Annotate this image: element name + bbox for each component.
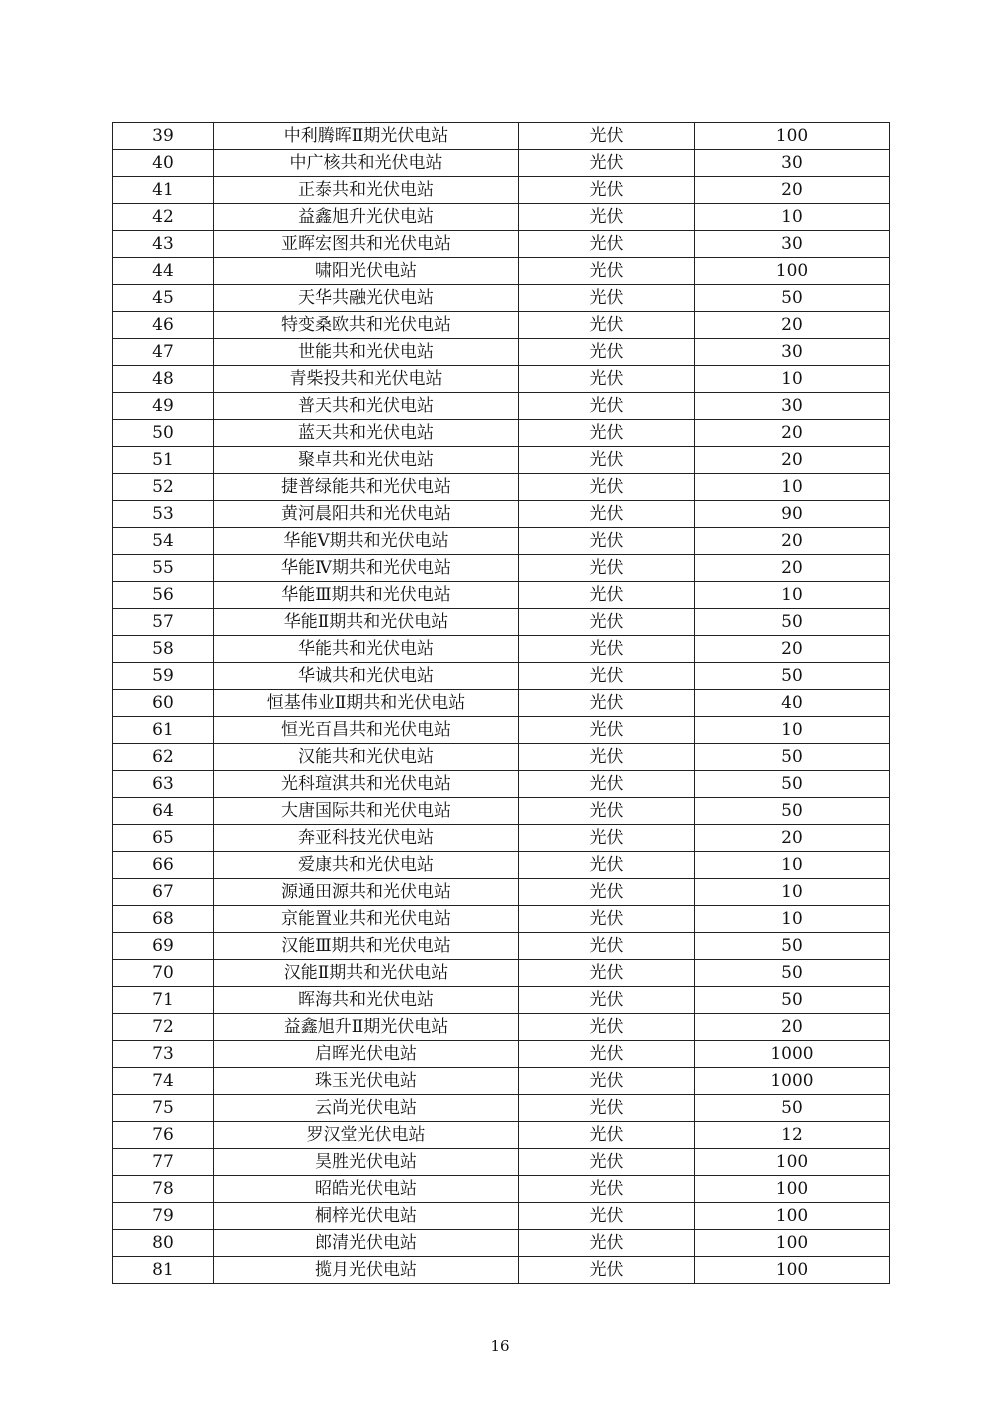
- capacity-cell: 20: [695, 312, 890, 339]
- table-row: [113, 366, 890, 393]
- table-row: [113, 150, 890, 177]
- table-row: [113, 258, 890, 285]
- table-row: [113, 879, 890, 906]
- station-type-cell: 光伏: [519, 339, 695, 366]
- station-type-cell: 光伏: [519, 1122, 695, 1149]
- station-type-cell: 光伏: [519, 744, 695, 771]
- table-row: [113, 1203, 890, 1230]
- table-row: [113, 1014, 890, 1041]
- station-name-cell: 华能共和光伏电站: [214, 636, 519, 663]
- row-number-cell: 74: [113, 1068, 214, 1095]
- table-row: [113, 1068, 890, 1095]
- station-type-cell: 光伏: [519, 123, 695, 150]
- row-number-cell: 57: [113, 609, 214, 636]
- station-type-cell: 光伏: [519, 1014, 695, 1041]
- table-row: [113, 393, 890, 420]
- station-name-cell: 昊胜光伏电站: [214, 1149, 519, 1176]
- row-number-cell: 55: [113, 555, 214, 582]
- station-name-cell: 普天共和光伏电站: [214, 393, 519, 420]
- capacity-cell: 50: [695, 960, 890, 987]
- station-name-cell: 华能Ⅳ期共和光伏电站: [214, 555, 519, 582]
- station-name-cell: 爱康共和光伏电站: [214, 852, 519, 879]
- row-number-cell: 49: [113, 393, 214, 420]
- station-type-cell: 光伏: [519, 906, 695, 933]
- station-type-cell: 光伏: [519, 987, 695, 1014]
- station-name-cell: 京能置业共和光伏电站: [214, 906, 519, 933]
- table-row: [113, 177, 890, 204]
- table-row: [113, 231, 890, 258]
- station-name-cell: 汉能共和光伏电站: [214, 744, 519, 771]
- row-number-cell: 59: [113, 663, 214, 690]
- station-name-cell: 益鑫旭升Ⅱ期光伏电站: [214, 1014, 519, 1041]
- table-row: [113, 1149, 890, 1176]
- station-name-cell: 大唐国际共和光伏电站: [214, 798, 519, 825]
- station-type-cell: 光伏: [519, 1203, 695, 1230]
- capacity-cell: 50: [695, 285, 890, 312]
- capacity-cell: 40: [695, 690, 890, 717]
- station-name-cell: 汉能Ⅲ期共和光伏电站: [214, 933, 519, 960]
- station-type-cell: 光伏: [519, 528, 695, 555]
- row-number-cell: 63: [113, 771, 214, 798]
- station-type-cell: 光伏: [519, 933, 695, 960]
- row-number-cell: 47: [113, 339, 214, 366]
- row-number-cell: 66: [113, 852, 214, 879]
- station-name-cell: 中广核共和光伏电站: [214, 150, 519, 177]
- station-name-cell: 云尚光伏电站: [214, 1095, 519, 1122]
- capacity-cell: 100: [695, 123, 890, 150]
- capacity-cell: 10: [695, 582, 890, 609]
- capacity-cell: 20: [695, 636, 890, 663]
- capacity-cell: 50: [695, 933, 890, 960]
- station-type-cell: 光伏: [519, 420, 695, 447]
- table-row: [113, 609, 890, 636]
- capacity-cell: 20: [695, 447, 890, 474]
- station-type-cell: 光伏: [519, 1095, 695, 1122]
- table-row: [113, 339, 890, 366]
- row-number-cell: 67: [113, 879, 214, 906]
- capacity-cell: 100: [695, 1149, 890, 1176]
- table-row: [113, 1095, 890, 1122]
- capacity-cell: 100: [695, 1203, 890, 1230]
- capacity-cell: 10: [695, 474, 890, 501]
- row-number-cell: 50: [113, 420, 214, 447]
- table-row: [113, 1041, 890, 1068]
- station-name-cell: 启晖光伏电站: [214, 1041, 519, 1068]
- station-type-cell: 光伏: [519, 690, 695, 717]
- station-type-cell: 光伏: [519, 825, 695, 852]
- station-type-cell: 光伏: [519, 960, 695, 987]
- station-type-cell: 光伏: [519, 798, 695, 825]
- capacity-cell: 20: [695, 177, 890, 204]
- table-row: [113, 960, 890, 987]
- table-row: [113, 1122, 890, 1149]
- station-type-cell: 光伏: [519, 258, 695, 285]
- row-number-cell: 58: [113, 636, 214, 663]
- station-name-cell: 恒基伟业Ⅱ期共和光伏电站: [214, 690, 519, 717]
- station-type-cell: 光伏: [519, 771, 695, 798]
- row-number-cell: 62: [113, 744, 214, 771]
- table-row: [113, 663, 890, 690]
- row-number-cell: 48: [113, 366, 214, 393]
- station-type-cell: 光伏: [519, 1068, 695, 1095]
- capacity-cell: 30: [695, 150, 890, 177]
- station-type-cell: 光伏: [519, 1176, 695, 1203]
- station-type-cell: 光伏: [519, 1230, 695, 1257]
- capacity-cell: 50: [695, 609, 890, 636]
- station-name-cell: 珠玉光伏电站: [214, 1068, 519, 1095]
- capacity-cell: 50: [695, 744, 890, 771]
- table-row: [113, 312, 890, 339]
- table-row: [113, 717, 890, 744]
- table-row: [113, 933, 890, 960]
- row-number-cell: 52: [113, 474, 214, 501]
- station-name-cell: 黄河晨阳共和光伏电站: [214, 501, 519, 528]
- table-row: [113, 1176, 890, 1203]
- station-type-cell: 光伏: [519, 636, 695, 663]
- station-name-cell: 益鑫旭升光伏电站: [214, 204, 519, 231]
- table-row: [113, 636, 890, 663]
- capacity-cell: 10: [695, 366, 890, 393]
- row-number-cell: 43: [113, 231, 214, 258]
- row-number-cell: 68: [113, 906, 214, 933]
- capacity-cell: 10: [695, 204, 890, 231]
- station-type-cell: 光伏: [519, 555, 695, 582]
- power-station-table: [112, 122, 890, 1284]
- table-row: [113, 501, 890, 528]
- table-row: [113, 555, 890, 582]
- table-row: [113, 987, 890, 1014]
- row-number-cell: 46: [113, 312, 214, 339]
- capacity-cell: 50: [695, 987, 890, 1014]
- capacity-cell: 20: [695, 420, 890, 447]
- station-name-cell: 华能Ⅱ期共和光伏电站: [214, 609, 519, 636]
- capacity-cell: 100: [695, 1176, 890, 1203]
- station-type-cell: 光伏: [519, 474, 695, 501]
- row-number-cell: 39: [113, 123, 214, 150]
- row-number-cell: 73: [113, 1041, 214, 1068]
- row-number-cell: 56: [113, 582, 214, 609]
- row-number-cell: 71: [113, 987, 214, 1014]
- station-name-cell: 奔亚科技光伏电站: [214, 825, 519, 852]
- row-number-cell: 42: [113, 204, 214, 231]
- capacity-cell: 50: [695, 771, 890, 798]
- station-type-cell: 光伏: [519, 150, 695, 177]
- station-type-cell: 光伏: [519, 663, 695, 690]
- table-row: [113, 906, 890, 933]
- station-name-cell: 揽月光伏电站: [214, 1257, 519, 1284]
- station-name-cell: 华能Ⅲ期共和光伏电站: [214, 582, 519, 609]
- table-row: [113, 582, 890, 609]
- capacity-cell: 30: [695, 339, 890, 366]
- capacity-cell: 50: [695, 663, 890, 690]
- station-name-cell: 青柴投共和光伏电站: [214, 366, 519, 393]
- capacity-cell: 50: [695, 798, 890, 825]
- row-number-cell: 78: [113, 1176, 214, 1203]
- station-type-cell: 光伏: [519, 582, 695, 609]
- row-number-cell: 75: [113, 1095, 214, 1122]
- row-number-cell: 40: [113, 150, 214, 177]
- row-number-cell: 41: [113, 177, 214, 204]
- station-type-cell: 光伏: [519, 501, 695, 528]
- page-number: 16: [490, 1337, 510, 1355]
- row-number-cell: 60: [113, 690, 214, 717]
- station-name-cell: 啸阳光伏电站: [214, 258, 519, 285]
- station-type-cell: 光伏: [519, 447, 695, 474]
- capacity-cell: 10: [695, 717, 890, 744]
- station-type-cell: 光伏: [519, 1149, 695, 1176]
- table-row: [113, 744, 890, 771]
- station-name-cell: 郎清光伏电站: [214, 1230, 519, 1257]
- capacity-cell: 10: [695, 906, 890, 933]
- table-row: [113, 798, 890, 825]
- capacity-cell: 1000: [695, 1041, 890, 1068]
- station-name-cell: 蓝天共和光伏电站: [214, 420, 519, 447]
- capacity-cell: 100: [695, 1257, 890, 1284]
- table-row: [113, 447, 890, 474]
- station-type-cell: 光伏: [519, 879, 695, 906]
- station-name-cell: 捷普绿能共和光伏电站: [214, 474, 519, 501]
- row-number-cell: 61: [113, 717, 214, 744]
- table-row: [113, 771, 890, 798]
- table-row: [113, 825, 890, 852]
- capacity-cell: 10: [695, 852, 890, 879]
- row-number-cell: 45: [113, 285, 214, 312]
- station-type-cell: 光伏: [519, 852, 695, 879]
- row-number-cell: 72: [113, 1014, 214, 1041]
- station-name-cell: 光科瑄淇共和光伏电站: [214, 771, 519, 798]
- row-number-cell: 65: [113, 825, 214, 852]
- station-name-cell: 聚卓共和光伏电站: [214, 447, 519, 474]
- capacity-cell: 100: [695, 1230, 890, 1257]
- station-name-cell: 华能Ⅴ期共和光伏电站: [214, 528, 519, 555]
- row-number-cell: 70: [113, 960, 214, 987]
- row-number-cell: 80: [113, 1230, 214, 1257]
- table-row: [113, 474, 890, 501]
- station-type-cell: 光伏: [519, 609, 695, 636]
- station-type-cell: 光伏: [519, 393, 695, 420]
- capacity-cell: 10: [695, 879, 890, 906]
- capacity-cell: 50: [695, 1095, 890, 1122]
- station-type-cell: 光伏: [519, 312, 695, 339]
- table-row: [113, 123, 890, 150]
- capacity-cell: 12: [695, 1122, 890, 1149]
- table-row: [113, 1230, 890, 1257]
- station-name-cell: 汉能Ⅱ期共和光伏电站: [214, 960, 519, 987]
- station-type-cell: 光伏: [519, 285, 695, 312]
- capacity-cell: 90: [695, 501, 890, 528]
- row-number-cell: 77: [113, 1149, 214, 1176]
- capacity-cell: 30: [695, 231, 890, 258]
- station-name-cell: 亚晖宏图共和光伏电站: [214, 231, 519, 258]
- station-name-cell: 恒光百昌共和光伏电站: [214, 717, 519, 744]
- station-name-cell: 世能共和光伏电站: [214, 339, 519, 366]
- station-name-cell: 源通田源共和光伏电站: [214, 879, 519, 906]
- station-type-cell: 光伏: [519, 1257, 695, 1284]
- capacity-cell: 1000: [695, 1068, 890, 1095]
- capacity-cell: 30: [695, 393, 890, 420]
- capacity-cell: 20: [695, 825, 890, 852]
- row-number-cell: 64: [113, 798, 214, 825]
- station-type-cell: 光伏: [519, 366, 695, 393]
- table-row: [113, 1257, 890, 1284]
- station-name-cell: 晖海共和光伏电站: [214, 987, 519, 1014]
- row-number-cell: 51: [113, 447, 214, 474]
- capacity-cell: 20: [695, 1014, 890, 1041]
- capacity-cell: 100: [695, 258, 890, 285]
- station-name-cell: 天华共融光伏电站: [214, 285, 519, 312]
- row-number-cell: 44: [113, 258, 214, 285]
- station-type-cell: 光伏: [519, 717, 695, 744]
- row-number-cell: 53: [113, 501, 214, 528]
- capacity-cell: 20: [695, 555, 890, 582]
- row-number-cell: 76: [113, 1122, 214, 1149]
- table-row: [113, 420, 890, 447]
- row-number-cell: 81: [113, 1257, 214, 1284]
- station-name-cell: 华诚共和光伏电站: [214, 663, 519, 690]
- station-name-cell: 中利腾晖Ⅱ期光伏电站: [214, 123, 519, 150]
- station-type-cell: 光伏: [519, 204, 695, 231]
- row-number-cell: 79: [113, 1203, 214, 1230]
- table-row: [113, 528, 890, 555]
- row-number-cell: 54: [113, 528, 214, 555]
- station-name-cell: 特变桑欧共和光伏电站: [214, 312, 519, 339]
- capacity-cell: 20: [695, 528, 890, 555]
- table-row: [113, 204, 890, 231]
- table-body: [113, 123, 890, 1284]
- station-name-cell: 昭皓光伏电站: [214, 1176, 519, 1203]
- station-type-cell: 光伏: [519, 231, 695, 258]
- station-type-cell: 光伏: [519, 1041, 695, 1068]
- station-name-cell: 罗汉堂光伏电站: [214, 1122, 519, 1149]
- station-name-cell: 桐梓光伏电站: [214, 1203, 519, 1230]
- table-row: [113, 285, 890, 312]
- table-row: [113, 690, 890, 717]
- row-number-cell: 69: [113, 933, 214, 960]
- station-name-cell: 正泰共和光伏电站: [214, 177, 519, 204]
- station-type-cell: 光伏: [519, 177, 695, 204]
- table-row: [113, 852, 890, 879]
